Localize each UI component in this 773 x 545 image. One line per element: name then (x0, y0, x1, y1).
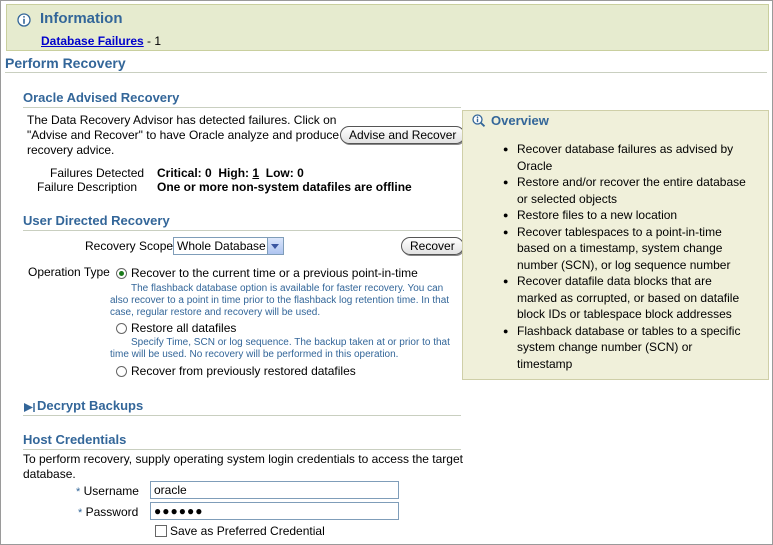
overview-item-line: ● Flashback database or tables to a specific (517, 323, 741, 338)
user-directed-divider (23, 230, 461, 231)
overview-info-icon (472, 114, 486, 127)
overview-item (517, 224, 761, 274)
host-credentials-divider (23, 449, 461, 450)
overview-item-line: block IDs or tablespace block addresses (517, 307, 732, 321)
recover-point-in-time-note-line2: also recover to a point in time prior to the flashback log retention time. In that (110, 295, 450, 306)
username-input[interactable]: oracle (150, 481, 399, 499)
overview-item-line: timestamp (517, 356, 573, 371)
host-credentials-heading: Host Credentials (23, 432, 127, 447)
overview-item (517, 273, 761, 323)
page-title-divider (5, 72, 767, 73)
low-label: Low: (265, 166, 294, 180)
overview-item (517, 174, 761, 207)
advised-description-line1: The Data Recovery Advisor has detected failures. Click on (27, 113, 337, 127)
failure-description-value: One or more non-system datafiles are offline (157, 180, 412, 194)
failures-counts (157, 166, 304, 180)
required-marker: * (78, 507, 83, 519)
advise-and-recover-button[interactable]: Advise and Recover (340, 126, 465, 144)
recover-point-in-time-note-line1: The flashback database option is available for faster recovery. You can (131, 283, 444, 294)
low-value: 0 (297, 166, 304, 180)
user-directed-heading: User Directed Recovery (23, 213, 170, 228)
overview-item (517, 323, 761, 373)
info-icon (17, 13, 31, 27)
save-preferred-credential-label: Save as Preferred Credential (170, 524, 325, 538)
recover-button[interactable]: Recover (401, 237, 464, 255)
database-failures-count: - 1 (143, 34, 162, 48)
overview-item-line: marked as corrupted, or based on datafile (517, 290, 740, 305)
radio-recover-restored-datafiles[interactable] (116, 366, 127, 377)
overview-panel (462, 110, 769, 380)
recover-restored-datafiles-label: Recover from previously restored datafiles (131, 364, 356, 378)
overview-item-line: ● Recover tablespaces to a point-in-time (517, 224, 722, 239)
high-value-link[interactable]: 1 (252, 166, 260, 180)
password-label-row (78, 505, 138, 519)
advised-recovery-heading: Oracle Advised Recovery (23, 90, 180, 105)
decrypt-backups-toggle[interactable]: Decrypt Backups (37, 398, 144, 413)
overview-list (517, 141, 761, 372)
page-title: Perform Recovery (5, 55, 126, 71)
password-input[interactable]: ●●●●●● (150, 502, 399, 520)
information-box (6, 4, 769, 51)
username-label: Username (83, 484, 139, 498)
advised-recovery-divider (23, 107, 461, 108)
overview-item-line: Oracle (517, 158, 553, 173)
overview-item (517, 207, 761, 224)
overview-item-line: ● Recover database failures as advised by (517, 142, 734, 156)
restore-all-datafiles-label: Restore all datafiles (131, 321, 237, 335)
radio-restore-all-datafiles[interactable] (116, 323, 127, 334)
recovery-scope-value: Whole Database (177, 239, 266, 253)
recovery-scope-select[interactable] (173, 237, 284, 255)
overview-item-line: ● Restore and/or recover the entire database (517, 175, 746, 189)
restore-all-datafiles-note-line1: Specify Time, SCN or log sequence. The backup taken at or prior to that (131, 337, 450, 348)
recover-point-in-time-label: Recover to the current time or a previous point-in-time (131, 266, 418, 280)
advised-description-line2: "Advise and Recover" to have Oracle analyze and produce (27, 128, 340, 142)
overview-item-line: number (SCN), or log sequence number (517, 257, 731, 272)
required-marker: * (76, 486, 81, 498)
overview-item-line: based on a timestamp, system change (517, 241, 723, 255)
overview-item-line: or selected objects (517, 191, 618, 206)
recovery-scope-label: Recovery Scope (85, 239, 174, 253)
failure-description-label: Failure Description (37, 180, 138, 194)
chevron-down-icon[interactable] (267, 238, 283, 254)
failures-detected-label: Failures Detected (50, 166, 145, 180)
restore-all-datafiles-note-line2: time will be used. No recovery will be performed in this operation. (110, 349, 399, 360)
overview-item-line: ● Recover datafile data blocks that are (517, 274, 712, 288)
username-label-row (76, 484, 139, 498)
advised-description-line3: recovery advice. (27, 143, 115, 157)
overview-item-line: ● Restore files to a new location (517, 208, 678, 222)
critical-label: Critical: (157, 166, 202, 180)
save-preferred-credential-checkbox[interactable] (155, 525, 167, 537)
host-instructions-line1: To perform recovery, supply operating system login credentials to access the target (23, 452, 463, 466)
information-title: Information (40, 10, 123, 27)
password-label: Password (85, 505, 139, 519)
overview-item-line: system change number (SCN) or (517, 340, 693, 354)
database-failures-line (41, 34, 161, 48)
host-instructions-line2: database. (23, 467, 76, 481)
critical-value: 0 (205, 166, 212, 180)
operation-type-label: Operation Type (28, 265, 110, 279)
overview-item (517, 141, 761, 174)
expand-triangle-icon[interactable] (23, 402, 37, 413)
recover-point-in-time-note-line3: case, regular restore and recovery will be used. (110, 307, 321, 318)
overview-title: Overview (491, 113, 549, 128)
high-label: High: (218, 166, 250, 180)
decrypt-backups-divider (23, 415, 461, 416)
radio-recover-point-in-time[interactable] (116, 268, 127, 279)
database-failures-link[interactable]: Database Failures (41, 34, 144, 48)
